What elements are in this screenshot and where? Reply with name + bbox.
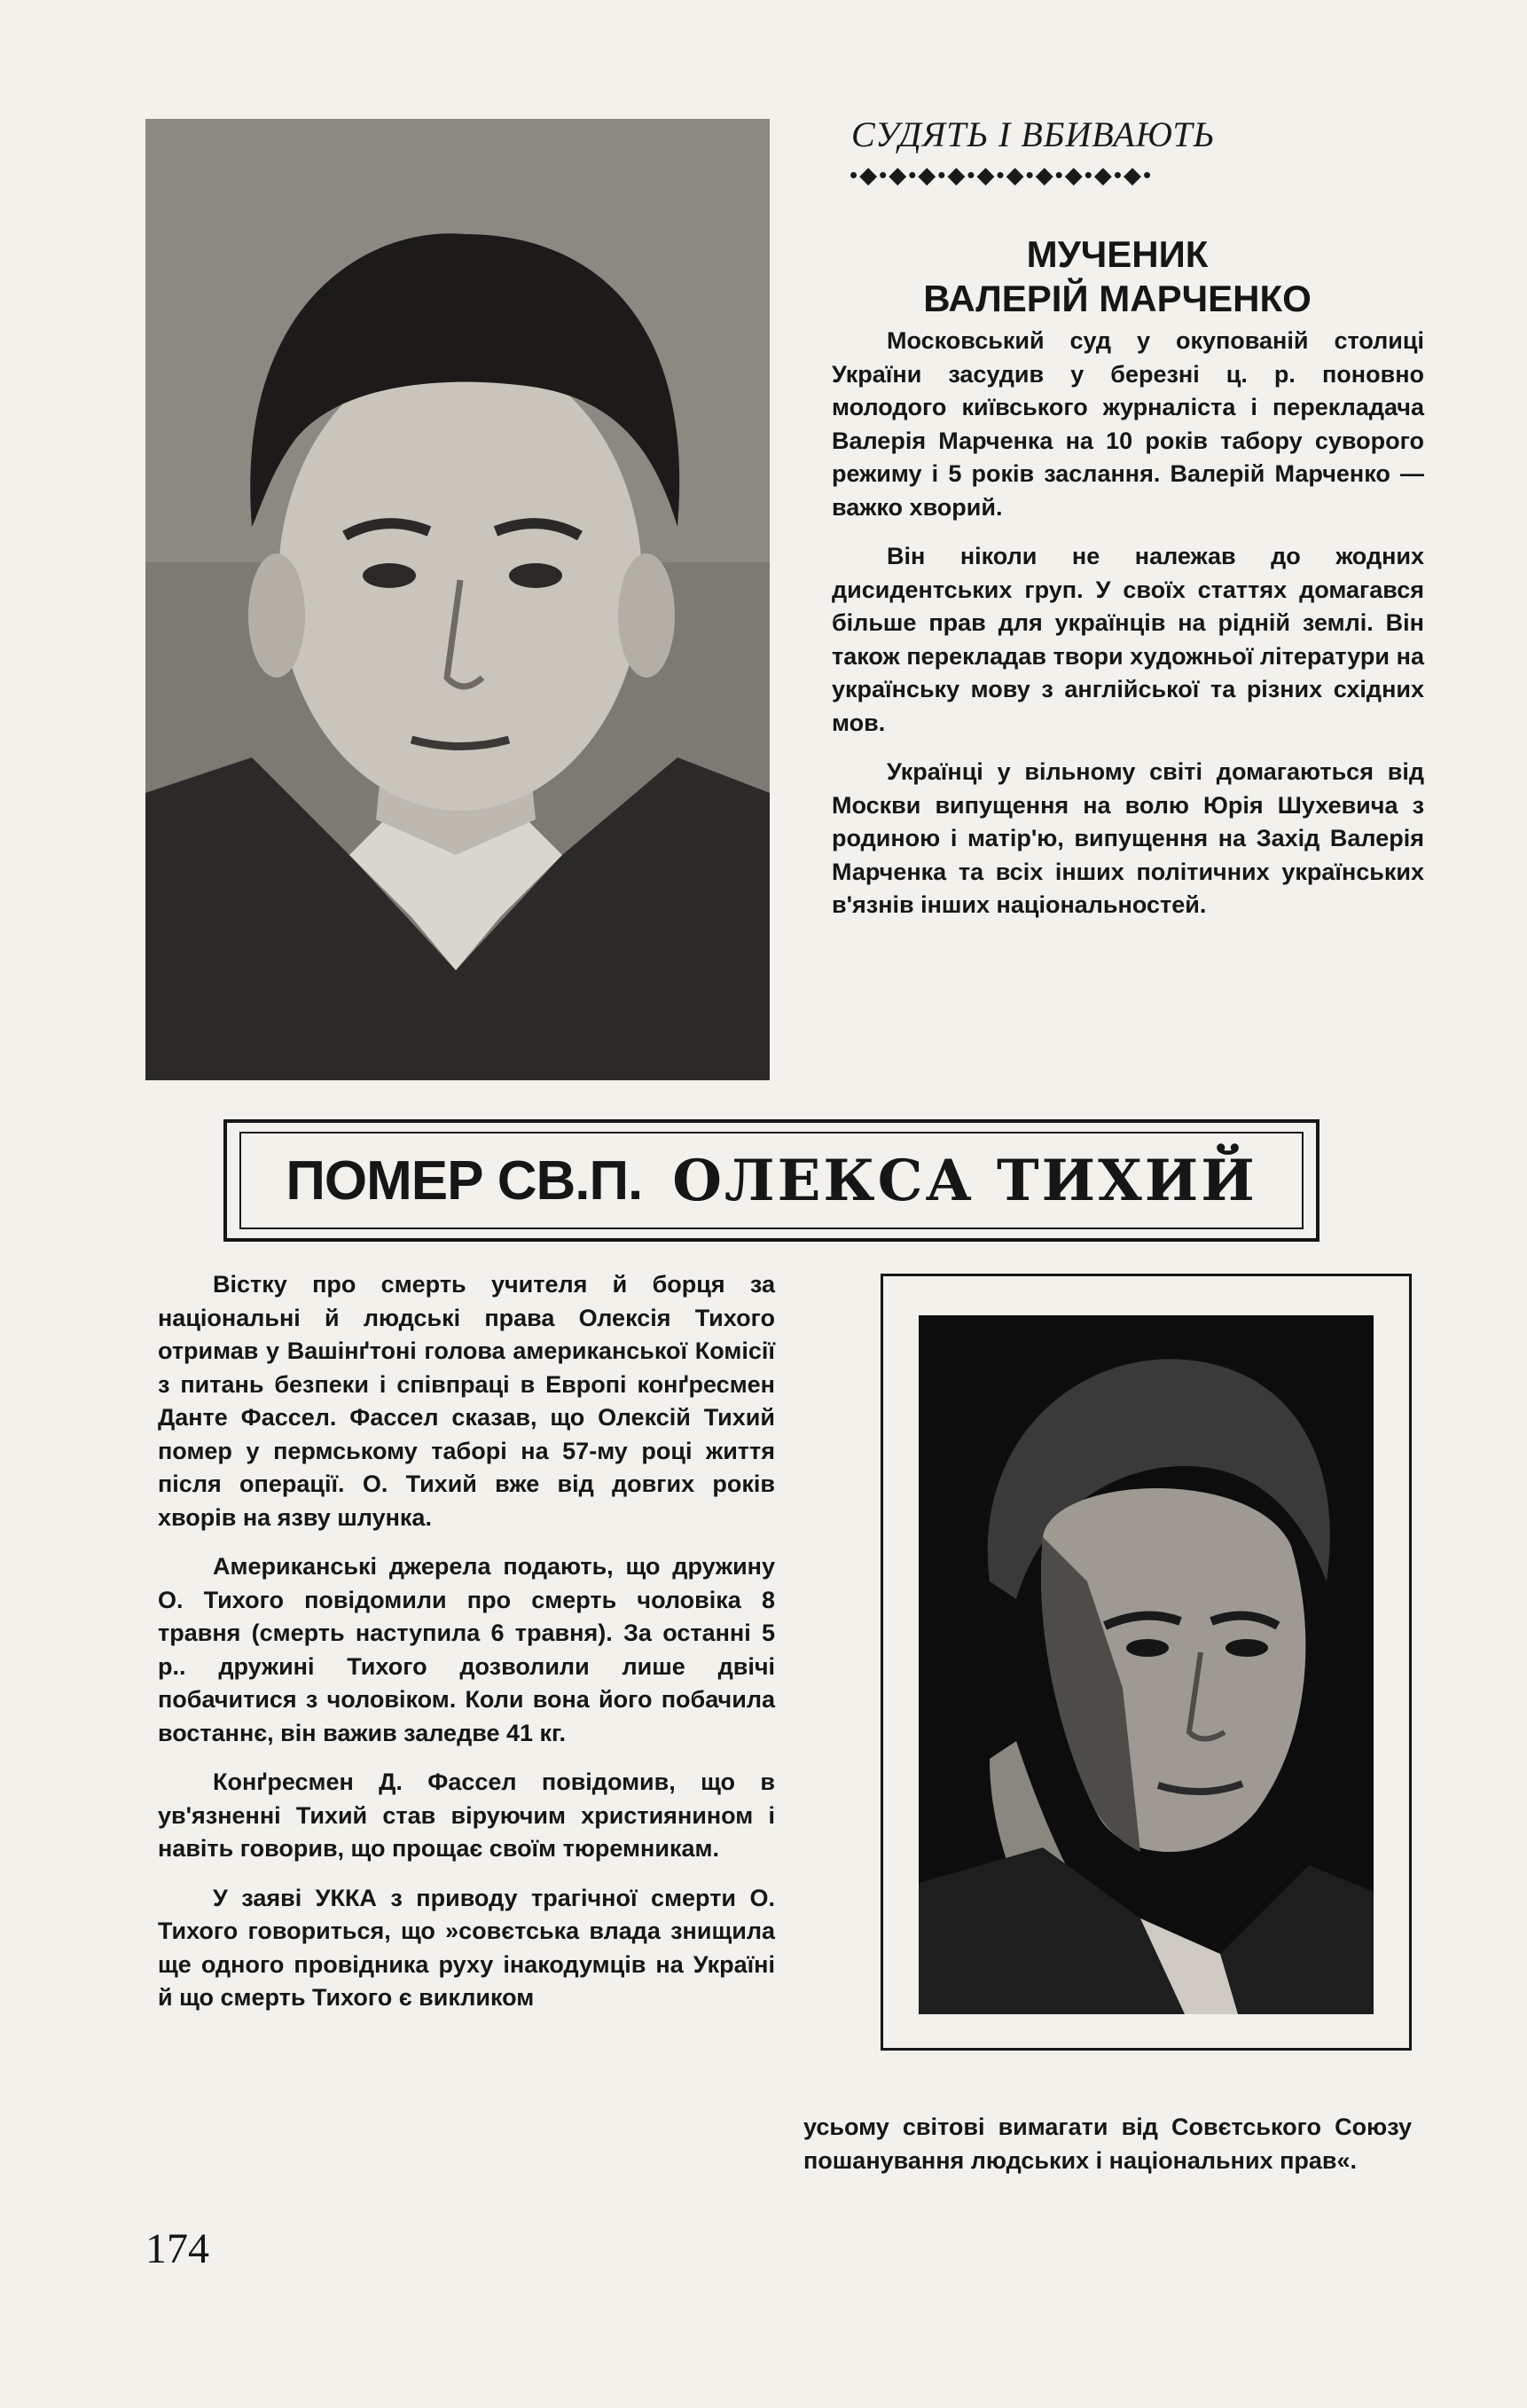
article-body-tykhyi: [158, 1268, 775, 2031]
portrait-illustration: [145, 119, 770, 1080]
article-paragraph: усьому світові вимагати від Совєтського Союзу пошанування людських і національних прав«.: [803, 2114, 1412, 2174]
decorative-ornament-divider: •◆•◆•◆•◆•◆•◆•◆•◆•◆•◆•: [850, 161, 1154, 188]
page-number: 174: [145, 2225, 209, 2272]
article-continuation: [803, 2111, 1412, 2193]
article-paragraph: Американські джерела подають, що дружину О. Тихого повідомили про смерть чоловіка 8 травня (смерть наступила 6 травня). За останні 5 р.. дружині Тихого дозволили лише двічі побачитися з чоловіком. Коли вона його побачила востаннє, він важив заледве 41 кг.: [158, 1553, 775, 1746]
photo-oleksa-tykhyi: [919, 1315, 1374, 2014]
article-body-marchenko: [832, 325, 1424, 938]
article-paragraph: Вістку про смерть учителя й борця за національні й людські права Олексія Тихого отримав у Вашінґтоні голова американської Комісії з питань безпеки і співпраці в Европі конґресмен Данте Фассел. Фассел сказав, що Олексій Тихий помер у пермському таборі на 57-му році життя після операції. О. Тихий вже від довгих років хворів на язву шлунка.: [158, 1271, 775, 1531]
photo-frame: [881, 1274, 1412, 2051]
portrait-illustration: [919, 1315, 1374, 2014]
section-label: СУДЯТЬ І ВБИВАЮТЬ: [851, 114, 1216, 154]
article-paragraph: Він ніколи не належав до жодних дисидентських груп. У своїх статтях домагався більше прав для українців на рідній землі. Він також перекладав твори художньої літератури на українську мову з англійської та різних східних мов.: [832, 543, 1424, 736]
article-paragraph: Московський суд у окупованій столиці України засудив у березні ц. р. поновно молодого київського журналіста і перекладача Валерія Марченка на 10 років табору суворого режиму і 5 років заслання. Валерій Марченко — важко хворий.: [832, 327, 1424, 521]
banner-inner-frame: [239, 1132, 1304, 1229]
banner-heading-left: ПОМЕР СВ.П.: [286, 1149, 643, 1212]
article-paragraph: Конґресмен Д. Фассел повідомив, що в ув'язненні Тихий став віруючим християнином і навіть говорив, що прощає своїм тюремникам.: [158, 1769, 775, 1862]
headline-line-2: ВАЛЕРІЙ МАРЧЕНКО: [923, 278, 1312, 319]
banner-heading-name: ОЛЕКСА ТИХИЙ: [672, 1147, 1257, 1214]
photo-valeriy-marchenko: [145, 119, 770, 1080]
article-headline: [825, 232, 1410, 321]
obituary-banner: [223, 1119, 1319, 1242]
article-paragraph: Українці у вільному світі домагаються від Москви випущення на волю Юрія Шухевича з родиною і матір'ю, випущення на Захід Валерія Марченка та всіх інших політичних українських в'язнів інших національностей.: [832, 758, 1424, 918]
article-paragraph: У заяві УККА з приводу трагічної смерти О. Тихого говориться, що »совєтська влада знищила ще одного провідника руху інакодумців на Україні й що смерть Тихого є викликом: [158, 1884, 775, 2011]
headline-line-1: МУЧЕНИК: [1026, 233, 1209, 275]
